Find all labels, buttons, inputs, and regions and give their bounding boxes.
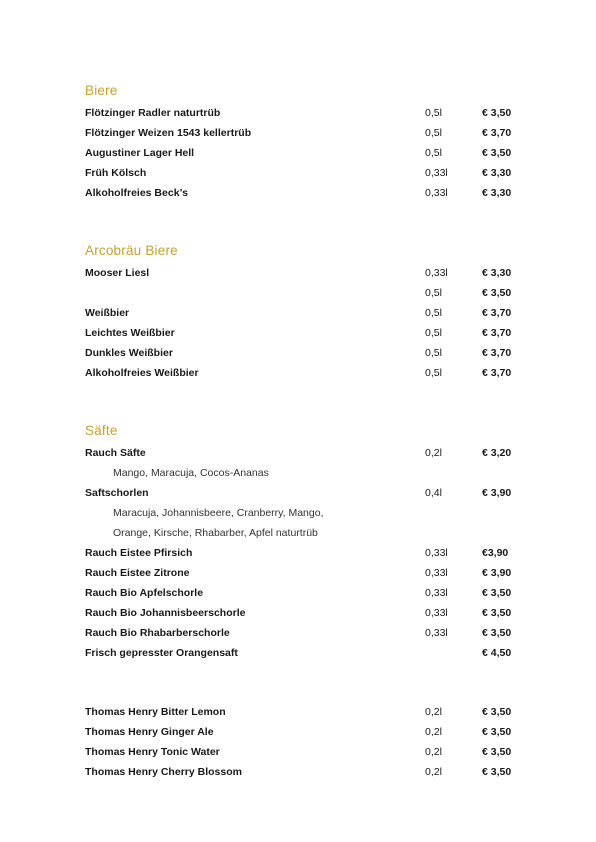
item-name: Frisch gepresster Orangensaft [85, 647, 238, 659]
item-description [85, 503, 525, 523]
menu-item [85, 603, 525, 623]
item-name: Rauch Bio Rhabarberschorle [85, 627, 230, 639]
item-note: Orange, Kirsche, Rhabarber, Apfel naturtrüb [113, 527, 318, 539]
item-description [85, 523, 525, 543]
item-name: Rauch Eistee Pfirsich [85, 547, 193, 559]
item-volume: 0,33l [425, 587, 448, 599]
menu-item [85, 283, 525, 303]
item-name: Thomas Henry Ginger Ale [85, 726, 214, 738]
menu-item [85, 583, 525, 603]
item-name: Rauch Eistee Zitrone [85, 567, 190, 579]
item-price: € 3,50 [482, 147, 512, 159]
item-volume: 0,5l [425, 367, 442, 379]
item-volume: 0,2l [425, 726, 442, 738]
item-price: € 3,30 [482, 187, 512, 199]
item-volume: 0,5l [425, 327, 442, 339]
item-price: € 3,20 [482, 447, 512, 459]
menu-item [85, 563, 525, 583]
menu-item [85, 443, 525, 463]
section-title: Biere [85, 83, 118, 98]
section-arcobraeu-biere [85, 241, 525, 383]
item-volume: 0,2l [425, 746, 442, 758]
item-name: Alkoholfreies Weißbier [85, 367, 199, 379]
item-price: € 3,70 [482, 347, 512, 359]
item-note: Maracuja, Johannisbeere, Cranberry, Mango, [113, 507, 324, 519]
item-name: Dunkles Weißbier [85, 347, 173, 359]
item-volume: 0,2l [425, 447, 442, 459]
menu-item [85, 143, 525, 163]
item-name: Rauch Bio Johannisbeerschorle [85, 607, 246, 619]
item-price: € 3,70 [482, 307, 512, 319]
menu-item [85, 363, 525, 383]
item-price: €3,90 [482, 547, 509, 559]
section-title: Arcobräu Biere [85, 243, 178, 258]
item-note: Mango, Maracuja, Cocos-Ananas [113, 467, 269, 479]
menu-item [85, 303, 525, 323]
item-volume: 0,33l [425, 267, 448, 279]
item-volume: 0,2l [425, 706, 442, 718]
item-price: € 3,50 [482, 726, 512, 738]
menu-item [85, 762, 525, 782]
item-volume: 0,4l [425, 487, 442, 499]
menu-item [85, 623, 525, 643]
item-price: € 3,50 [482, 766, 512, 778]
item-volume: 0,33l [425, 607, 448, 619]
menu-item [85, 183, 525, 203]
menu-item [85, 343, 525, 363]
item-name: Augustiner Lager Hell [85, 147, 195, 159]
item-volume: 0,5l [425, 287, 442, 299]
item-volume: 0,33l [425, 547, 448, 559]
item-name: Leichtes Weißbier [85, 327, 175, 339]
item-name: Rauch Bio Apfelschorle [85, 587, 204, 599]
item-price: € 3,50 [482, 607, 512, 619]
item-price: € 3,90 [482, 567, 512, 579]
section-saefte [85, 421, 525, 663]
item-volume: 0,33l [425, 627, 448, 639]
item-volume: 0,5l [425, 107, 442, 119]
menu-item [85, 123, 525, 143]
item-price: € 3,70 [482, 327, 512, 339]
item-name: Thomas Henry Cherry Blossom [85, 766, 242, 778]
item-price: € 3,50 [482, 107, 512, 119]
menu-item [85, 543, 525, 563]
item-price: € 3,30 [482, 167, 512, 179]
menu-item [85, 742, 525, 762]
menu-item [85, 702, 525, 722]
item-name: Alkoholfreies Beck’s [85, 187, 188, 199]
item-volume: 0,5l [425, 127, 442, 139]
menu-item [85, 263, 525, 283]
item-price: € 3,50 [482, 587, 512, 599]
item-volume: 0,5l [425, 307, 442, 319]
item-volume: 0,5l [425, 347, 442, 359]
menu-item [85, 323, 525, 343]
item-description [85, 463, 525, 483]
item-name: Früh Kölsch [85, 167, 147, 179]
item-volume: 0,33l [425, 567, 448, 579]
item-name: Thomas Henry Tonic Water [85, 746, 220, 758]
item-price: € 3,50 [482, 627, 512, 639]
menu-item [85, 643, 525, 663]
item-name: Mooser Liesl [85, 267, 150, 279]
item-name: Thomas Henry Bitter Lemon [85, 706, 226, 718]
item-price: € 3,70 [482, 367, 512, 379]
item-price: € 3,50 [482, 287, 512, 299]
section-biere [85, 81, 525, 203]
item-volume: 0,5l [425, 147, 442, 159]
menu-item [85, 722, 525, 742]
item-price: € 3,30 [482, 267, 512, 279]
menu-item [85, 163, 525, 183]
item-volume: 0,33l [425, 187, 448, 199]
item-price: € 3,50 [482, 706, 512, 718]
section-thomas-henry [85, 702, 525, 782]
item-volume: 0,2l [425, 766, 442, 778]
item-volume: 0,33l [425, 167, 448, 179]
item-price: € 3,70 [482, 127, 512, 139]
item-name: Weißbier [85, 307, 130, 319]
item-price: € 3,50 [482, 746, 512, 758]
menu-item [85, 103, 525, 123]
item-price: € 4,50 [482, 647, 512, 659]
item-name: Flötzinger Radler naturtrüb [85, 107, 221, 119]
menu-item [85, 483, 525, 503]
item-name: Flötzinger Weizen 1543 kellertrüb [85, 127, 252, 139]
item-name: Saftschorlen [85, 487, 149, 499]
item-price: € 3,90 [482, 487, 512, 499]
item-name: Rauch Säfte [85, 447, 146, 459]
section-title: Säfte [85, 423, 118, 438]
